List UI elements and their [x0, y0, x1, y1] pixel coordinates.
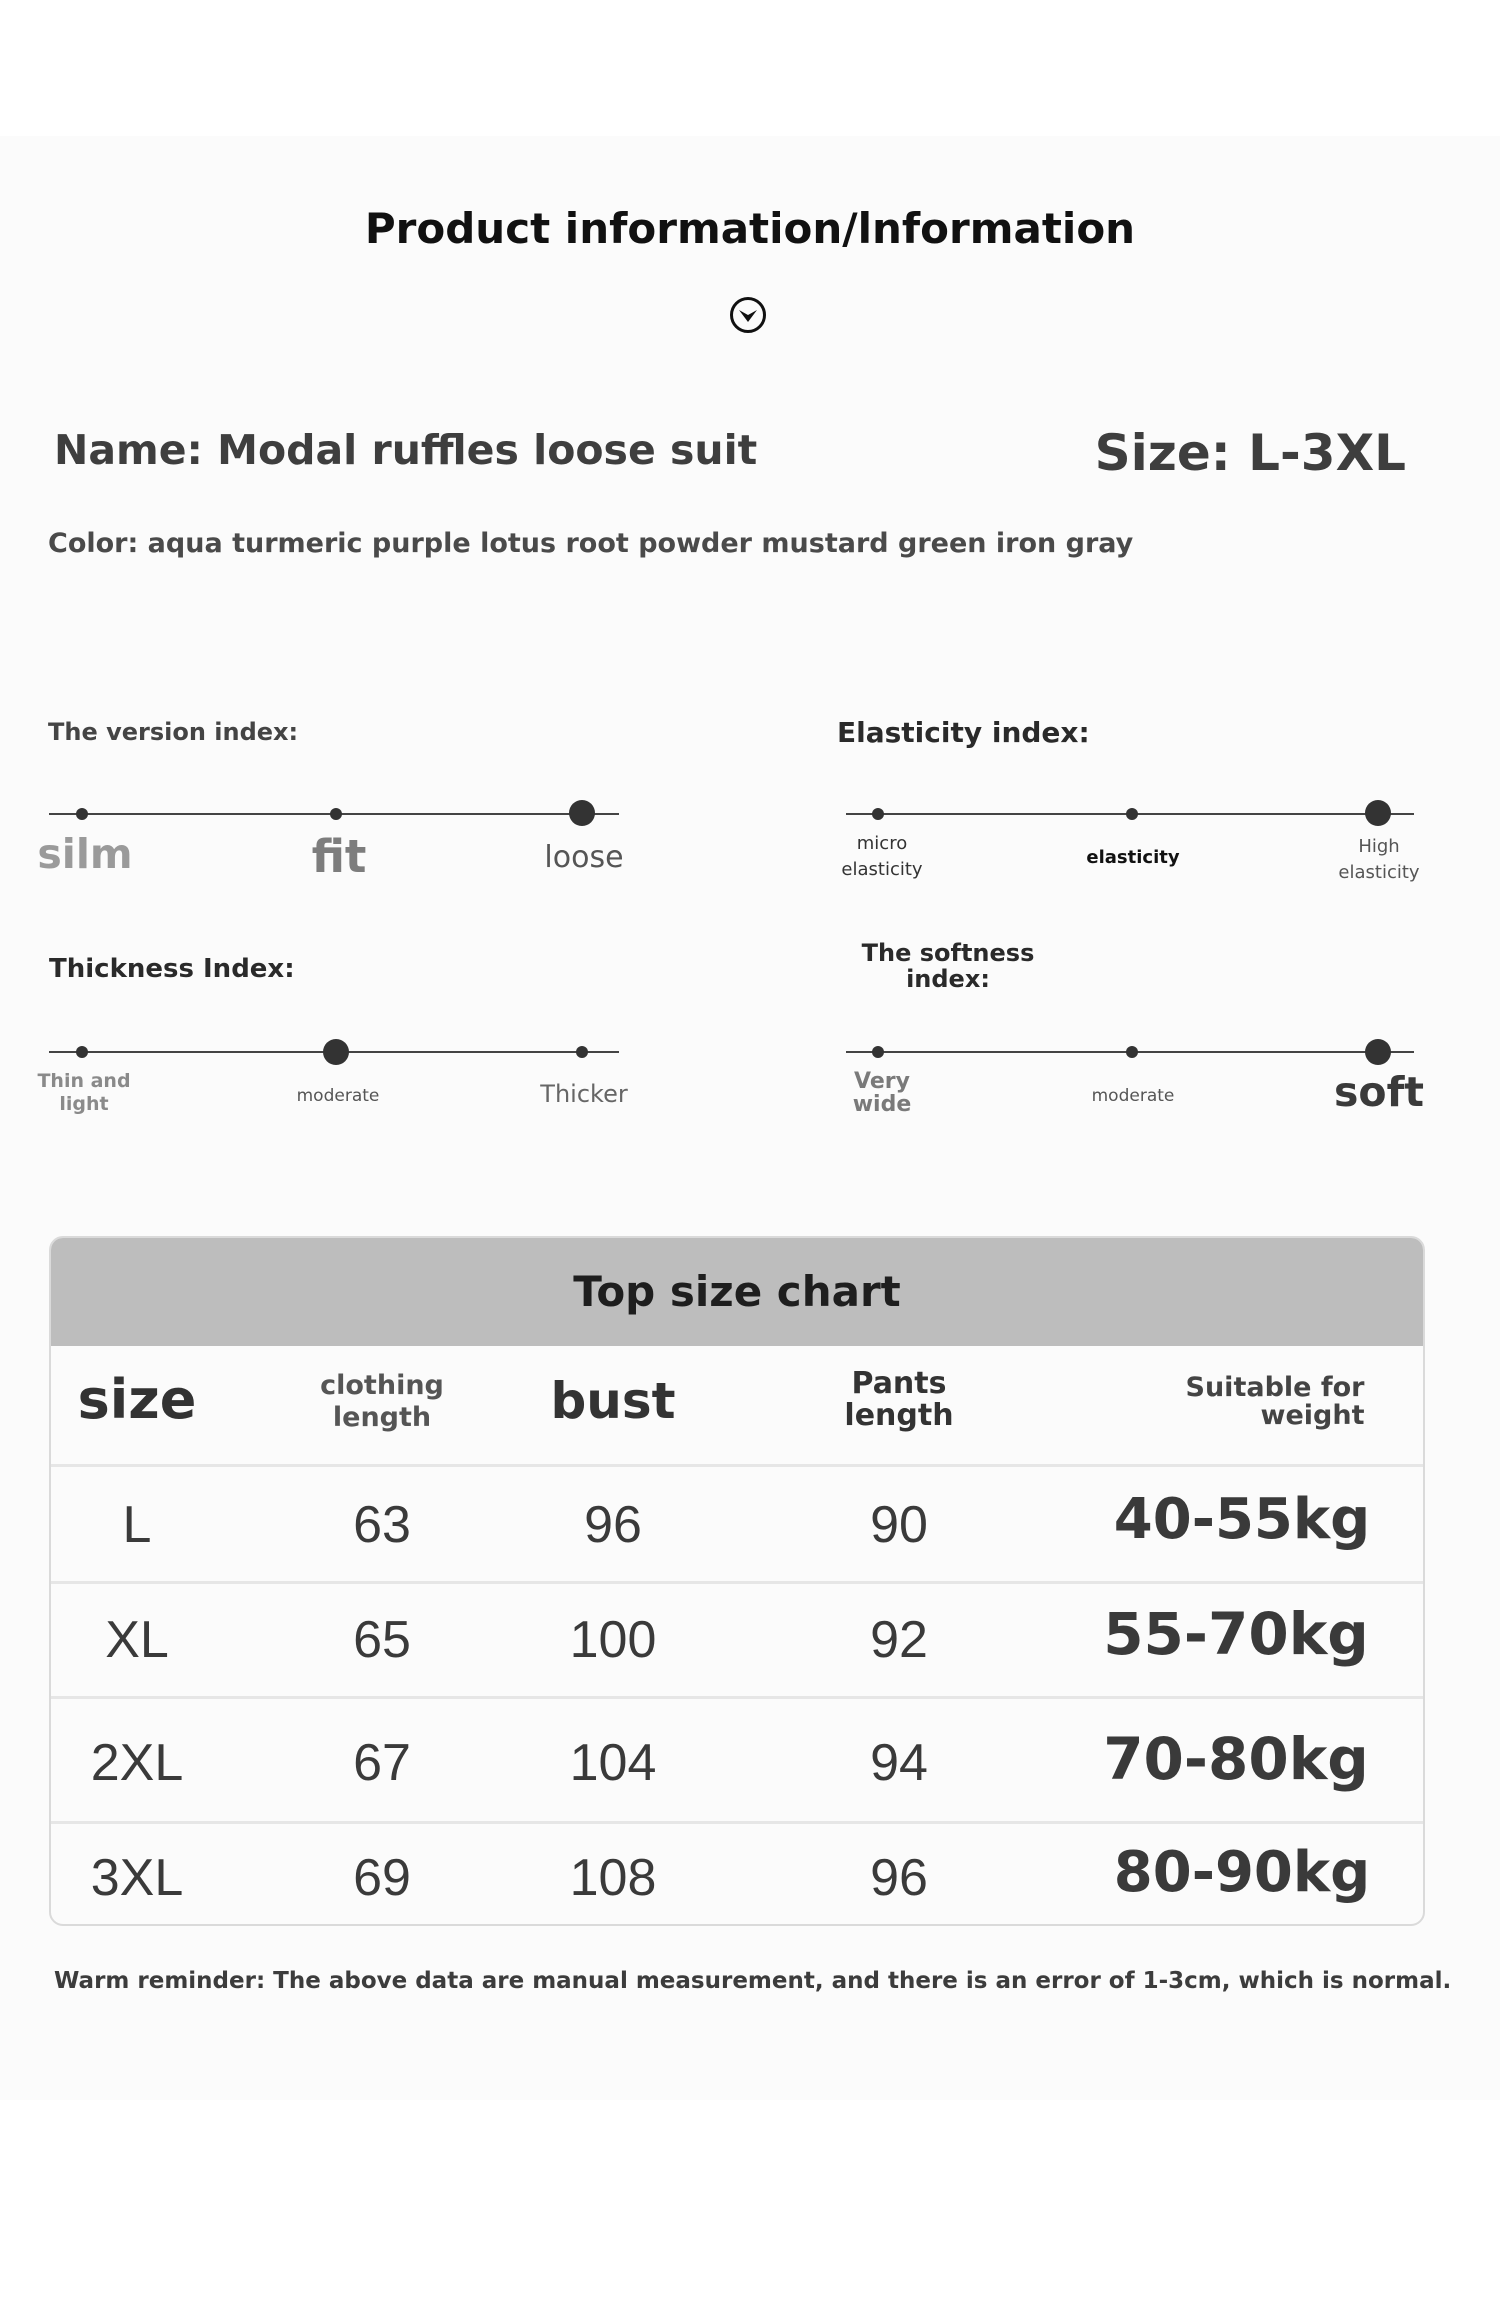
cell-weight: 40-55kg — [1113, 1487, 1371, 1552]
warm-reminder: Warm reminder: The above data are manual measurement, and there is an error of 1-3cm, which is normal. — [54, 1968, 1452, 1994]
softness-index-title-line2: index: — [906, 965, 990, 993]
softness-label-moderate: moderate — [1091, 1086, 1175, 1106]
product-size-range: Size: L-3XL — [1094, 424, 1406, 482]
thickness-label-thicker: Thicker — [540, 1080, 628, 1108]
thickness-label-moderate: moderate — [296, 1086, 380, 1106]
thickness-label-thin-line2: light — [59, 1093, 109, 1115]
softness-label-soft: soft — [1333, 1068, 1425, 1116]
header-suitable-weight-line1: Suitable for — [1185, 1372, 1365, 1403]
size-chart-table — [49, 1236, 1425, 1926]
header-pants-length — [844, 1368, 953, 1432]
elasticity-dot-elasticity — [1126, 808, 1138, 820]
header-suitable-weight — [1186, 1374, 1365, 1430]
cell-pants-length: 94 — [870, 1734, 928, 1792]
elasticity-dot-micro — [872, 808, 884, 820]
header-suitable-weight-line2: weight — [1260, 1400, 1365, 1431]
softness-label-very-wide — [853, 1070, 912, 1116]
version-dot-silm — [76, 808, 88, 820]
cell-pants-length: 92 — [870, 1611, 928, 1669]
cell-size: 3XL — [90, 1849, 184, 1907]
version-dot-fit — [330, 808, 342, 820]
table-row — [51, 1824, 1423, 1924]
header-clothing-length-line2: length — [332, 1402, 432, 1433]
elasticity-label-high — [1338, 834, 1419, 886]
cell-bust: 104 — [569, 1734, 657, 1792]
elasticity-index-title: Elasticity index: — [837, 716, 1090, 749]
elasticity-label-high-line2: elasticity — [1338, 862, 1420, 883]
softness-dot-moderate — [1126, 1046, 1138, 1058]
cell-weight: 55-70kg — [1103, 1600, 1369, 1668]
cell-weight: 70-80kg — [1103, 1725, 1369, 1793]
thickness-label-thin — [37, 1070, 130, 1116]
softness-label-very-wide-line2: wide — [852, 1092, 912, 1117]
cell-bust: 100 — [569, 1611, 657, 1669]
thickness-dot-moderate-selected — [323, 1039, 349, 1065]
softness-dot-soft-selected — [1365, 1039, 1391, 1065]
version-index-title: The version index: — [48, 718, 299, 746]
thickness-dot-thicker — [576, 1046, 588, 1058]
header-bust: bust — [550, 1372, 676, 1430]
softness-label-very-wide-line1: Very — [854, 1069, 910, 1094]
page-title: Product information/lnformation — [364, 204, 1136, 253]
softness-index-title-line1: The softness — [861, 939, 1035, 967]
cell-clothing-length: 63 — [353, 1496, 411, 1554]
product-name: Name: Modal ruffles loose suit — [54, 426, 758, 474]
elasticity-dot-high-selected — [1365, 800, 1391, 826]
cell-pants-length: 90 — [870, 1496, 928, 1554]
chevron-down-icon — [729, 296, 767, 334]
elasticity-label-micro-line1: micro — [856, 833, 908, 854]
header-size: size — [77, 1368, 197, 1431]
thickness-index-title: Thickness Index: — [49, 954, 295, 984]
elasticity-label-high-line1: High — [1358, 836, 1400, 857]
cell-size: 2XL — [90, 1734, 184, 1792]
version-dot-loose-selected — [569, 800, 595, 826]
table-row — [51, 1699, 1423, 1824]
elasticity-label-micro — [841, 831, 922, 883]
elasticity-label-micro-line2: elasticity — [841, 859, 923, 880]
header-pants-length-line2: length — [844, 1398, 954, 1433]
version-label-fit: fit — [311, 830, 367, 883]
size-chart-header-row — [51, 1346, 1423, 1467]
cell-bust: 108 — [569, 1849, 657, 1907]
cell-weight: 80-90kg — [1113, 1840, 1371, 1905]
cell-pants-length: 96 — [870, 1849, 928, 1907]
cell-bust: 96 — [584, 1496, 642, 1554]
softness-dot-very-wide — [872, 1046, 884, 1058]
size-chart-title: Top size chart — [51, 1238, 1423, 1346]
cell-clothing-length: 69 — [353, 1849, 411, 1907]
cell-clothing-length: 67 — [353, 1734, 411, 1792]
header-clothing-length-line1: clothing — [320, 1370, 444, 1401]
thickness-dot-thin — [76, 1046, 88, 1058]
version-label-silm: silm — [37, 830, 133, 878]
elasticity-label-elasticity: elasticity — [1086, 847, 1180, 868]
softness-index-title — [862, 940, 1035, 992]
header-clothing-length — [320, 1370, 444, 1434]
cell-size: L — [122, 1496, 152, 1554]
cell-clothing-length: 65 — [353, 1611, 411, 1669]
table-row — [51, 1467, 1423, 1584]
header-pants-length-line1: Pants — [851, 1366, 947, 1401]
table-row — [51, 1584, 1423, 1699]
version-label-loose: loose — [544, 840, 624, 875]
product-colors: Color: aqua turmeric purple lotus root powder mustard green iron gray — [48, 528, 1134, 559]
thickness-label-thin-line1: Thin and — [37, 1070, 131, 1092]
cell-size: XL — [105, 1611, 169, 1669]
